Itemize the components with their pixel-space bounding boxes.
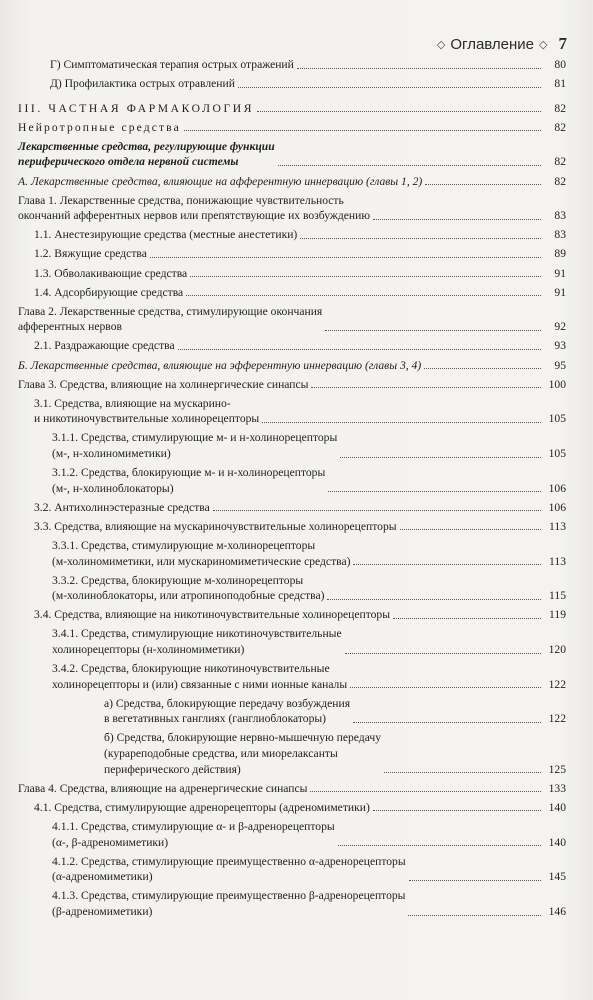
toc-entry [18, 396, 566, 427]
dot-leader [238, 87, 541, 88]
toc-entry-page: 82 [554, 120, 566, 134]
toc-entry [18, 139, 566, 170]
table-of-contents [18, 57, 566, 920]
toc-entry [18, 730, 566, 777]
toc-entry [18, 696, 566, 727]
toc-entry-page: 113 [549, 554, 566, 568]
toc-entry-page: 91 [554, 285, 566, 299]
dot-leader [328, 491, 541, 492]
toc-entry-page: 83 [554, 228, 566, 242]
toc-entry-page: 81 [554, 77, 566, 91]
toc-entry [18, 304, 566, 335]
toc-entry [18, 338, 566, 354]
toc-entry [18, 285, 566, 301]
toc-entry-title: 3.2. Антихолинэстеразные средства [34, 500, 210, 514]
toc-entry-title: 3.1.2. Средства, блокирующие м- и н-холинорецепторы (м-, н-холиноблокаторы) [52, 466, 326, 495]
toc-entry-page: 93 [554, 339, 566, 353]
toc-entry [18, 76, 566, 92]
toc-entry [18, 266, 566, 282]
toc-entry-page: 92 [554, 320, 566, 334]
toc-entry-page: 140 [548, 835, 566, 849]
dot-leader [300, 238, 541, 239]
dot-leader [257, 111, 541, 112]
dot-leader [425, 184, 541, 185]
dot-leader [213, 510, 541, 511]
toc-entry-page: 82 [554, 101, 566, 115]
dot-leader [311, 387, 541, 388]
toc-entry [18, 246, 566, 262]
toc-entry-title: 1.2. Вяжущие средства [34, 247, 147, 261]
dot-leader [262, 422, 541, 423]
dot-leader [345, 653, 541, 654]
toc-entry-title: Глава 3. Средства, влияющие на холинергические синапсы [18, 377, 309, 391]
toc-entry-page: 105 [548, 412, 566, 426]
dot-leader [353, 564, 541, 565]
toc-entry-title: III. ЧАСТНАЯ ФАРМАКОЛОГИЯ [18, 101, 255, 115]
dot-leader [327, 599, 541, 600]
dot-leader [393, 618, 541, 619]
toc-entry [18, 57, 566, 73]
toc-entry-page: 106 [548, 500, 566, 514]
toc-entry-title: 1.1. Анестезирующие средства (местные анестетики) [34, 228, 298, 242]
toc-entry [18, 607, 566, 623]
toc-entry-title: б) Средства, блокирующие нервно-мышечную передачу (курареподобные средства, или миорелаксанты периферического действия) [104, 731, 381, 776]
toc-entry-title: 3.1. Средства, влияющие на мускарино- и никотиночувствительные холинорецепторы [34, 396, 260, 426]
toc-entry-title: Г) Симптоматическая терапия острых отражений [50, 58, 294, 71]
diamond-icon: ◇ [436, 38, 446, 51]
toc-entry [18, 193, 566, 224]
dot-leader [340, 457, 541, 458]
toc-entry-title: 4.1.2. Средства, стимулирующие преимущественно α-адренорецепторы (α-адреномиметики) [52, 854, 406, 884]
toc-entry-page: 82 [554, 155, 566, 169]
toc-entry-page: 95 [554, 358, 566, 372]
dot-leader [350, 687, 541, 688]
running-header [437, 34, 567, 54]
toc-entry [18, 120, 566, 136]
toc-entry-page: 105 [548, 446, 566, 460]
toc-entry-title: 3.4.2. Средства, блокирующие никотиночувствительные холинорецепторы и (или) связанные с ними ионные каналы [52, 662, 348, 691]
toc-entry [18, 227, 566, 243]
toc-entry-page: 140 [548, 800, 566, 814]
dot-leader [150, 257, 541, 258]
toc-entry [18, 174, 566, 190]
header-section-title: Оглавление [450, 35, 535, 53]
dot-leader [184, 130, 541, 131]
toc-entry-page: 119 [549, 608, 566, 622]
toc-entry-title: 3.3.1. Средства, стимулирующие м-холинорецепторы (м-холиномиметики, или мускариномиметические средства) [52, 538, 351, 568]
toc-entry-page: 89 [554, 247, 566, 261]
toc-entry-title: 3.3.2. Средства, блокирующие м-холинорецепторы (м-холиноблокаторы, или атропиноподобные средства) [52, 573, 325, 603]
toc-entry [18, 800, 566, 816]
toc-entry-title: Б. Лекарственные средства, влияющие на эфферентную иннервацию (главы 3, 4) [18, 358, 422, 372]
toc-entry-title: А. Лекарственные средства, влияющие на афферентную иннервацию (главы 1, 2) [18, 174, 423, 188]
toc-entry-title: Нейротропные средства [18, 120, 181, 134]
dot-leader [400, 529, 541, 530]
toc-entry-page: 115 [549, 589, 566, 603]
dot-leader [278, 165, 541, 166]
toc-entry-title: Глава 2. Лекарственные средства, стимулирующие окончания афферентных нервов [18, 304, 323, 334]
toc-entry-title: 3.4.1. Средства, стимулирующие никотиночувствительные холинорецепторы (н-холиномиметики) [52, 627, 342, 656]
toc-entry [18, 500, 566, 516]
toc-entry [18, 888, 566, 919]
dot-leader [373, 219, 541, 220]
toc-entry-page: 146 [548, 904, 566, 918]
toc-entry-page: 100 [548, 377, 566, 391]
toc-entry-page: 133 [548, 781, 566, 795]
toc-entry [18, 626, 566, 657]
toc-entry [18, 101, 566, 117]
toc-entry-title: 1.3. Обволакивающие средства [34, 266, 188, 280]
dot-leader [384, 772, 541, 773]
toc-entry-page: 83 [554, 209, 566, 223]
toc-entry [18, 519, 566, 535]
toc-entry [18, 661, 566, 692]
dot-leader [338, 845, 541, 846]
dot-leader [409, 880, 541, 881]
dot-leader [325, 330, 541, 331]
dot-leader [353, 722, 541, 723]
toc-entry [18, 358, 566, 374]
toc-entry [18, 538, 566, 569]
dot-leader [190, 276, 541, 277]
toc-entry-title: 3.1.1. Средства, стимулирующие м- и н-холинорецепторы (м-, н-холиномиметики) [52, 431, 338, 460]
header-page-number: 7 [558, 34, 567, 53]
toc-entry [18, 377, 566, 393]
dot-leader [310, 791, 541, 792]
dot-leader [424, 368, 541, 369]
toc-entry-page: 120 [548, 643, 566, 656]
dot-leader [186, 295, 541, 296]
toc-entry-page: 145 [548, 870, 566, 884]
dot-leader [408, 915, 541, 916]
toc-entry-page: 82 [554, 174, 566, 188]
toc-entry-page: 122 [548, 677, 566, 691]
toc-entry-title: Д) Профилактика острых отравлений [50, 77, 235, 91]
toc-entry-page: 106 [548, 481, 566, 495]
toc-entry-page: 125 [548, 762, 566, 776]
toc-entry-title: а) Средства, блокирующие передачу возбуждения в вегетативных ганглиях (ганглиоблокаторы) [104, 696, 351, 726]
toc-entry [18, 854, 566, 885]
diamond-icon: ◇ [539, 38, 548, 51]
toc-entry [18, 819, 566, 850]
toc-entry-page: 80 [554, 58, 566, 71]
toc-entry-title: 4.1.3. Средства, стимулирующие преимущественно β-адренорецепторы (β-адреномиметики) [52, 889, 406, 918]
toc-entry-title: 3.4. Средства, влияющие на никотиночувствительные холинорецепторы [34, 608, 391, 622]
toc-entry-title: Глава 1. Лекарственные средства, понижающие чувствительность окончаний афферентных нервов или препятствующие их возбуждению [18, 193, 371, 223]
toc-entry [18, 465, 566, 496]
toc-entry-title: 1.4. Адсорбирующие средства [34, 285, 184, 299]
toc-entry-page: 113 [549, 519, 566, 533]
toc-entry-page: 91 [554, 266, 566, 280]
toc-entry-title: Глава 4. Средства, влияющие на адренергические синапсы [18, 781, 308, 795]
toc-entry [18, 781, 566, 797]
toc-entry [18, 430, 566, 461]
toc-entry-title: 4.1. Средства, стимулирующие адренорецепторы (адреномиметики) [34, 800, 370, 814]
toc-entry-title: 4.1.1. Средства, стимулирующие α- и β-адренорецепторы (α-, β-адреномиметики) [52, 819, 335, 849]
toc-entry-page: 122 [548, 712, 566, 726]
toc-entry [18, 573, 566, 604]
toc-entry-title: Лекарственные средства, регулирующие функции периферического отдела нервной системы [18, 139, 275, 169]
toc-entry-title: 3.3. Средства, влияющие на мускариночувствительные холинорецепторы [34, 519, 397, 533]
dot-leader [178, 349, 541, 350]
toc-entry-title: 2.1. Раздражающие средства [34, 339, 175, 353]
dot-leader [297, 68, 541, 69]
dot-leader [373, 810, 541, 811]
